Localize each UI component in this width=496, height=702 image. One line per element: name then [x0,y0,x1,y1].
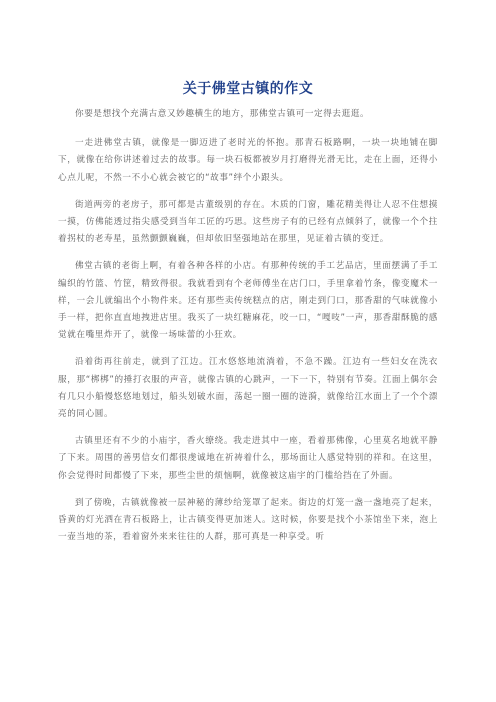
paragraph-temples: 古镇里还有不少的小庙宇，香火缭绕。我走进其中一座，看着那佛像，心里莫名地就平静了下来。周围的善男信女们都很虔诚地在祈祷着什么，那场面让人感觉特别的祥和。在这里，你会觉得时间都慢了下来，那些尘世的烦恼啊，就像被这庙宇的门槛给挡在了外面。 [58,436,438,481]
paragraph-old-houses: 街道两旁的老房子，那可都是古董级别的存在。木质的门窗，雕花精美得让人忍不住想摸一摸，仿佛能透过指尖感受到当年工匠的巧思。这些房子有的已经有点倾斜了，就像一个个拄着拐杖的老寿星，虽然颤颤巍巍，但却依旧坚强地站在那里，见证着古镇的变迁。 [58,199,438,245]
paragraph-intro: 你要是想找个充满古意又妙趣横生的地方，那佛堂古镇可一定得去逛逛。 [75,109,370,119]
paragraph-old-street-shops: 佛堂古镇的老街上啊，有着各种各样的小店。有那种传统的手工艺品店，里面摆满了手工编织的竹篮、竹筐，精致得很。我就看到有个老师傅坐在店门口，手里拿着竹条，像变魔术一样，一会儿就编出个小物件来。还有那些卖传统糕点的店，刚走到门口，那香甜的气味就像小手一样，把你直直地拽进店里。我买了一块红糖麻花，咬一口，“嘎吱”一声，那香甜酥脆的感觉就在嘴里炸开了，就像一场味蕾的小狂欢。 [58,261,438,341]
document-title: 关于佛堂古镇的作文 [182,81,314,97]
paragraph-evening: 到了傍晚，古镇就像被一层神秘的薄纱给笼罩了起来。街边的灯笼一盏一盏地亮了起来，昏黄的灯光洒在青石板路上，让古镇变得更加迷人。这时候，你要是找个小茶馆坐下来，泡上一壶当地的茶，看着窗外来来往往的人群，那可真是一种享受。听 [58,497,438,543]
paragraph-stone-road: 一走进佛堂古镇，就像是一脚迈进了老时光的怀抱。那青石板路啊，一块一块地铺在脚下，就像在给你讲述着过去的故事。每一块石板都被岁月打磨得光滑无比，走在上面，还得小心点儿呢，不然一不小心就会被它的“故事”绊个小跟头。 [58,138,438,183]
paragraph-riverside: 沿着街再往前走，就到了江边。江水悠悠地流淌着，不急不躁。江边有一些妇女在洗衣服，那“梆梆”的捶打衣服的声音，就像古镇的心跳声，一下一下，特别有节奏。江面上偶尔会有几只小船慢悠悠地划过，船头划破水面，荡起一圈一圈的涟漪，就像给江水面上了一个个漂亮的同心圆。 [58,357,438,420]
